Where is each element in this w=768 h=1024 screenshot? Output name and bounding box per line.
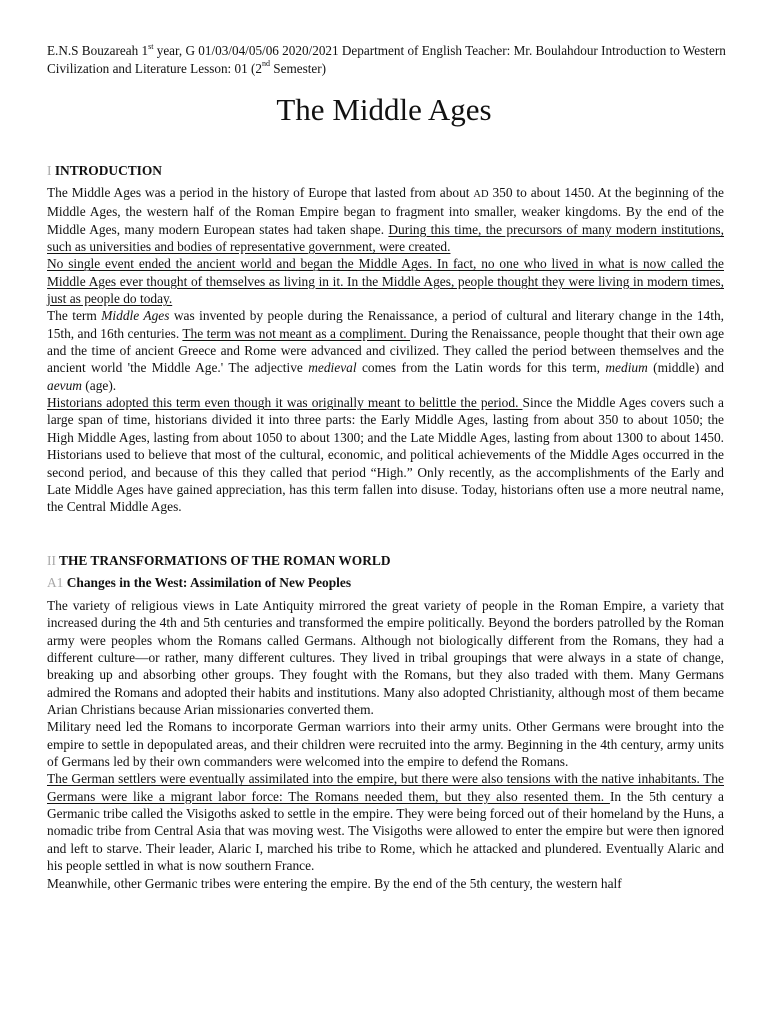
underlined-text: The German settlers were eventually assimilated into the empire, but there were also tensions with the native inhabitants. The Germans were like a migrant labor force: The Romans needed them, but they also resented them. [47, 771, 724, 804]
paragraph [47, 394, 724, 515]
section-number: I [47, 163, 52, 178]
course-header [47, 42, 727, 77]
header-text: E.N.S Bouzareah 1 [47, 43, 149, 58]
underlined-text: Historians adopted this term even though it was originally meant to belittle the period. [47, 395, 523, 411]
text-span: In the 5th century a Germanic tribe called the Visigoths asked to settle in the empire. They were being forced out of their homeland by the Huns, a nomadic tribe from Central Asia that was moving west. The Visigoths were allowed to enter the empire but were then ignored and left to starve. Their leader, Alaric I, marched his tribe to Rome, which he attacked and plundered. Eventually Alaric and his people settled in what is now southern France. [47, 788, 724, 874]
underlined-text: No single event ended the ancient world and began the Middle Ages. In fact, no one who lived in what is now called the Middle Ages ever thought of themselves as living in it. In the Middle Ages, people thought they were living in modern times, just as people do today. [47, 256, 724, 307]
transformations-body [47, 597, 724, 892]
paragraph: Meanwhile, other Germanic tribes were entering the empire. By the end of the 5th century, the western half [47, 875, 622, 891]
underlined-text: The term was not meant as a compliment. [182, 325, 411, 341]
text-span: 350 to about 1450. At the beginning of the Middle Ages, the western half of the Roman Empire began to fragment into smaller, weaker kingdoms. By the end of the Middle Ages, many modern European states had taken shape. [47, 185, 724, 237]
subsection-heading [47, 574, 351, 592]
paragraph [47, 255, 724, 307]
section-title: THE TRANSFORMATIONS OF THE ROMAN WORLD [59, 553, 391, 568]
subsection-title: Changes in the West: Assimilation of New Peoples [66, 575, 352, 590]
text-span: Since the Middle Ages covers such a large span of time, historians divided it into three parts: the Early Middle Ages, lasting from about 350 to about 1050; the High Middle Ages, lasting from about 1050 to about 1300; and the Late Middle Ages, lasting from about 1300 to about 1450. Historians used to believe that most of the cultural, economic, and political achievements of the Middle Ages occurred in the second period, and because of this they called that period “High.” Only recently, as the accomplishments of the Early and Late Middle Ages have gained appreciation, has this term fallen into disuse. Today, historians often use a more neutral name, the Central Middle Ages. [47, 395, 724, 515]
underlined-text: During this time, the precursors of many modern institutions, such as universities and bodies of representative government, were created. [47, 221, 724, 255]
header-superscript: st [148, 41, 154, 51]
introduction-body [47, 184, 724, 516]
section-number: II [47, 553, 56, 568]
header-text: year, G 01/03/04/05/06 2020/2021 Department of English Teacher: Mr. Boulahdour Introduction to Western Civilization and Literature Lesson: 01 (2 [47, 43, 726, 76]
text-span: (age). [81, 377, 117, 393]
text-span: comes from the Latin words for this term, [356, 360, 606, 376]
text-span: (middle) and [647, 360, 724, 376]
subsection-number: A1 [47, 575, 64, 590]
italic-term: medieval [308, 360, 357, 376]
paragraph [47, 184, 724, 255]
header-text: Semester) [269, 60, 327, 76]
paragraph: The variety of religious views in Late Antiquity mirrored the great variety of people in the Roman Empire, a variety that increased during the 4th and 5th centuries and transformed the empire politically. Beyond the borders patrolled by the Roman army were peoples whom the Romans called Germans. Although not biologically different from the Romans, they had a different culture—or rather, many different cultures. They lived in tribal groupings that were always in a state of change, breaking up and absorbing other groups. They fought with the Romans, but they also traded with them. Many Germans admired the Romans and adopted their habits and institutions. Many also adopted Christianity, although most of them became Arian Christians because Arian missionaries converted them. [47, 598, 724, 718]
text-span: During the Renaissance, people thought that their own age and the time of ancient Greece and Rome were advanced and civilized. They called the period between themselves and the ancient world 'the Middle Age.' The adjective [47, 325, 725, 376]
section-title: INTRODUCTION [54, 163, 162, 178]
section-heading-transformations [47, 552, 391, 570]
italic-term: Middle Ages [101, 308, 170, 324]
page-title: The Middle Ages [276, 92, 492, 127]
text-span: The term [47, 308, 102, 324]
text-span: The Middle Ages was a period in the history of Europe that lasted from about [47, 185, 474, 200]
paragraph [47, 770, 724, 874]
paragraph [47, 307, 724, 394]
italic-term: aevum [47, 377, 82, 393]
italic-term: medium [605, 360, 648, 376]
paragraph: Military need led the Romans to incorporate German warriors into their army units. Other Germans were brought into the empire to settle in depopulated areas, and their children were recruited into the army. Beginning in the 4th century, army units of Germans led by their own commanders were welcomed into the empire to defend the Romans. [47, 719, 724, 770]
text-span: was invented by people during the Renaissance, a period of cultural and literary change in the 14th, 15th, and 16th centuries. [47, 308, 724, 341]
header-superscript: nd [261, 59, 270, 69]
section-heading-introduction [47, 162, 162, 180]
text-span: AD [473, 189, 489, 200]
